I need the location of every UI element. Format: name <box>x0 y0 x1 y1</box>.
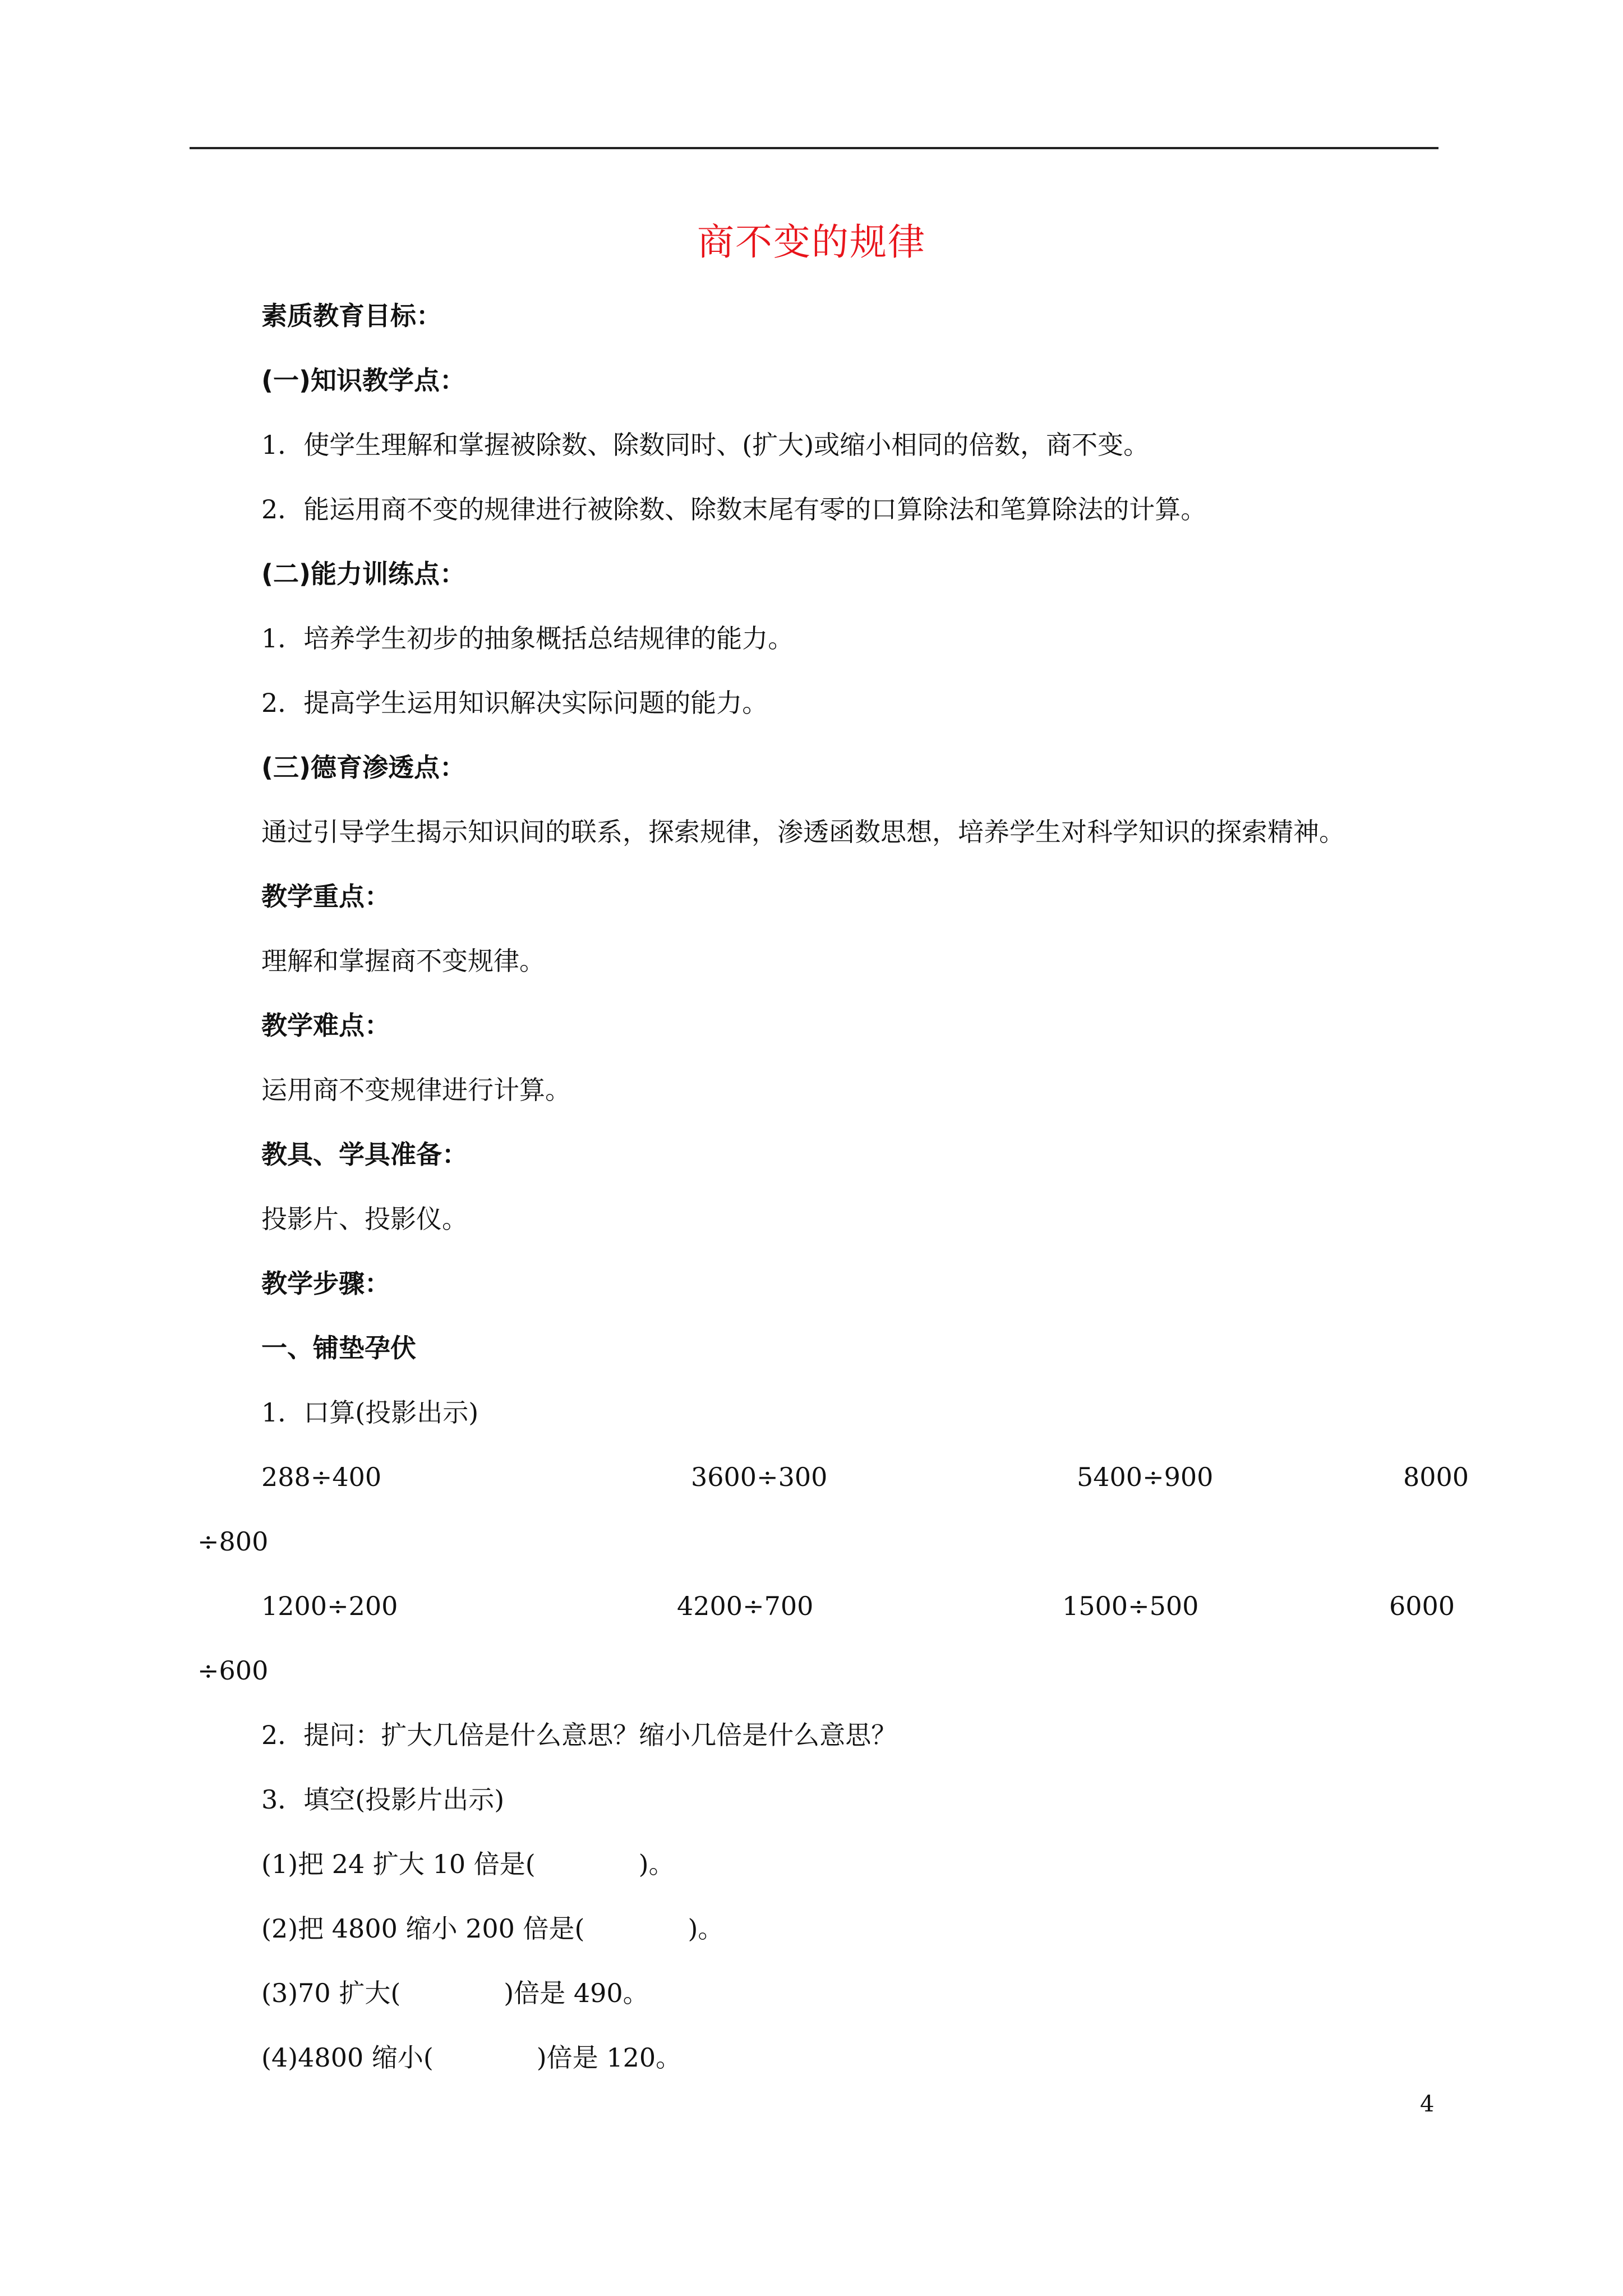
oral-calc-item: 6000 <box>1389 1591 1455 1621</box>
heading-tools: 教具、学具准备： <box>261 1139 468 1170</box>
oral-calc-item: 288÷400 <box>261 1462 382 1492</box>
fill-item-2: (2)把 4800 缩小 200 倍是( )。 <box>261 1913 724 1944</box>
question-text: 2．提问：扩大几倍是什么意思？缩小几倍是什么意思？ <box>261 1720 897 1750</box>
heading-step-1: 一、铺垫孕伏 <box>261 1333 416 1363</box>
oral-calc-item: 5400÷900 <box>1077 1462 1214 1492</box>
tools-text: 投影片、投影仪。 <box>261 1204 468 1234</box>
heading-steps: 教学步骤： <box>261 1268 390 1299</box>
oral-calc-item: 3600÷300 <box>691 1462 828 1492</box>
oral-calc-item-wrap: ÷800 <box>197 1526 269 1557</box>
oral-calc-item: 8000 <box>1403 1462 1469 1492</box>
heading-moral: (三)德育渗透点： <box>261 752 466 783</box>
ability-item-2: 2．提高学生运用知识解决实际问题的能力。 <box>261 688 768 718</box>
fill-heading: 3．填空(投影片出示) <box>261 1784 505 1815</box>
heading-difficult-point: 教学难点： <box>261 1010 390 1041</box>
ability-item-1: 1．培养学生初步的抽象概括总结规律的能力。 <box>261 623 794 654</box>
oral-calc-item: 1500÷500 <box>1062 1591 1199 1621</box>
page-number: 4 <box>1420 2091 1435 2117</box>
fill-item-4: (4)4800 缩小( )倍是 120。 <box>261 2042 682 2073</box>
oral-calc-item-wrap: ÷600 <box>197 1655 269 1686</box>
knowledge-item-2: 2．能运用商不变的规律进行被除数、除数末尾有零的口算除法和笔算除法的计算。 <box>261 494 1207 524</box>
heading-quality-goals: 素质教育目标： <box>261 301 442 331</box>
knowledge-item-1: 1．使学生理解和掌握被除数、除数同时、(扩大)或缩小相同的倍数，商不变。 <box>261 430 1150 460</box>
oral-calc-heading: 1．口算(投影出示) <box>261 1397 479 1428</box>
key-point-text: 理解和掌握商不变规律。 <box>261 946 545 976</box>
oral-calc-item: 1200÷200 <box>261 1591 398 1621</box>
header-rule <box>190 147 1438 149</box>
heading-key-point: 教学重点： <box>261 881 390 912</box>
fill-item-1: (1)把 24 扩大 10 倍是( )。 <box>261 1849 675 1879</box>
oral-calc-item: 4200÷700 <box>677 1591 814 1621</box>
heading-ability: (二)能力训练点： <box>261 559 466 589</box>
heading-knowledge: (一)知识教学点： <box>261 365 466 395</box>
moral-item-1: 通过引导学生揭示知识间的联系，探索规律，渗透函数思想，培养学生对科学知识的探索精神。 <box>261 817 1345 847</box>
fill-item-3: (3)70 扩大( )倍是 490。 <box>261 1978 649 2008</box>
page-title: 商不变的规律 <box>697 220 926 264</box>
difficult-point-text: 运用商不变规律进行计算。 <box>261 1075 571 1105</box>
